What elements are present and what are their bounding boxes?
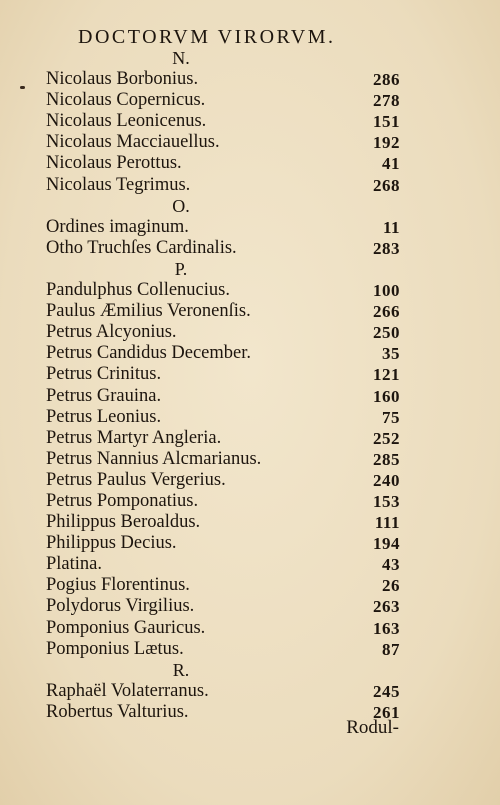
entry-name: Petrus Candidus December.: [46, 343, 251, 364]
entry-page-number: 26: [382, 576, 400, 596]
entry-page-number: 87: [382, 639, 400, 659]
index-entry: [0, 364, 500, 385]
index-entry: [0, 449, 500, 470]
entry-page-number: 250: [373, 323, 400, 343]
entry-name: Philippus Decius.: [46, 533, 177, 554]
entry-page-number: 263: [373, 597, 400, 617]
entry-page-number: 266: [373, 302, 400, 322]
entry-page-number: 121: [373, 365, 400, 385]
section-letter-row: [0, 660, 500, 681]
entry-name: Nicolaus Macciauellus.: [46, 132, 220, 153]
index-entry: [0, 132, 500, 153]
index-entry: [0, 639, 500, 660]
entry-name: Petrus Pomponatius.: [46, 490, 199, 511]
index-entry: [0, 280, 500, 301]
entry-name: Petrus Nannius Alcmarianus.: [46, 448, 262, 469]
index-list: [0, 48, 500, 723]
entry-page-number: 75: [382, 407, 400, 427]
section-letter: N.: [172, 48, 190, 68]
entry-page-number: 240: [373, 470, 400, 490]
index-entry: [0, 618, 500, 639]
entry-page-number: 194: [373, 534, 400, 554]
entry-name: Paulus Æmilius Veronenſis.: [46, 301, 251, 322]
entry-name: Petrus Paulus Vergerius.: [46, 469, 226, 490]
index-entry: [0, 111, 500, 132]
entry-name: Pandulphus Collenucius.: [46, 280, 230, 301]
entry-name: Raphaël Volaterranus.: [46, 680, 209, 701]
entry-page-number: 11: [382, 217, 400, 237]
section-letter-row: [0, 196, 500, 217]
index-entry: [0, 554, 500, 575]
section-letter: O.: [172, 195, 190, 216]
entry-page-number: 252: [373, 428, 400, 448]
running-head: DOCTORVM VIRORVM.: [78, 26, 336, 48]
entry-page-number: 163: [373, 618, 400, 638]
entry-name: Philippus Beroaldus.: [46, 512, 201, 533]
index-entry: [0, 575, 500, 596]
ink-mark: [20, 86, 25, 89]
entry-name: Nicolaus Borbonius.: [46, 69, 199, 90]
index-entry: [0, 428, 500, 449]
entry-page-number: 153: [373, 491, 400, 511]
entry-name: Platina.: [46, 554, 103, 575]
entry-page-number: 285: [373, 449, 400, 469]
entry-page-number: 111: [374, 513, 400, 533]
section-letter: R.: [172, 659, 190, 680]
index-entry: [0, 69, 500, 90]
entry-name: Pomponius Lætus.: [46, 638, 184, 659]
entry-name: Petrus Grauina.: [46, 385, 162, 406]
index-entry: [0, 681, 500, 702]
entry-name: Pomponius Gauricus.: [46, 617, 206, 638]
entry-page-number: 245: [373, 681, 400, 701]
section-letter-row: [0, 259, 500, 280]
entry-page-number: 151: [373, 112, 400, 132]
entry-page-number: 261: [373, 702, 400, 722]
entry-name: Robertus Valturius.: [46, 701, 189, 722]
index-entry: [0, 533, 500, 554]
entry-name: Otho Truchſes Cardinalis.: [46, 237, 237, 258]
entry-page-number: 283: [373, 238, 400, 258]
entry-name: Nicolaus Copernicus.: [46, 90, 206, 111]
entry-page-number: 278: [373, 91, 400, 111]
entry-name: Petrus Leonius.: [46, 406, 162, 427]
entry-page-number: 192: [373, 133, 400, 153]
entry-page-number: 100: [373, 281, 400, 301]
index-entry: [0, 470, 500, 491]
entry-page-number: 43: [382, 555, 400, 575]
index-entry: [0, 596, 500, 617]
entry-page-number: 268: [373, 175, 400, 195]
entry-page-number: 41: [382, 154, 400, 174]
entry-name: Petrus Martyr Angleria.: [46, 427, 222, 448]
index-entry: [0, 175, 500, 196]
catchword: Rodul-: [346, 717, 399, 738]
index-entry: [0, 386, 500, 407]
index-entry: [0, 238, 500, 259]
index-entry: [0, 90, 500, 111]
index-entry: [0, 407, 500, 428]
index-entry: [0, 301, 500, 322]
index-entry: [0, 217, 500, 238]
entry-name: Petrus Crinitus.: [46, 364, 162, 385]
entry-name: Polydorus Virgilius.: [46, 596, 195, 617]
section-letter: P.: [174, 258, 188, 279]
entry-name: Nicolaus Leonicenus.: [46, 111, 207, 132]
index-entry: [0, 322, 500, 343]
entry-page-number: 286: [373, 70, 400, 90]
entry-name: Ordines imaginum.: [46, 216, 189, 237]
index-entry: [0, 702, 500, 723]
index-entry: [0, 343, 500, 364]
entry-page-number: 35: [382, 344, 400, 364]
entry-name: Petrus Alcyonius.: [46, 322, 177, 343]
entry-name: Pogius Florentinus.: [46, 575, 190, 596]
entry-name: Nicolaus Perottus.: [46, 153, 182, 174]
entry-name: Nicolaus Tegrimus.: [46, 174, 191, 195]
section-letter-row: [0, 48, 500, 69]
entry-page-number: 160: [373, 386, 400, 406]
index-entry: [0, 153, 500, 174]
index-entry: [0, 491, 500, 512]
index-entry: [0, 512, 500, 533]
